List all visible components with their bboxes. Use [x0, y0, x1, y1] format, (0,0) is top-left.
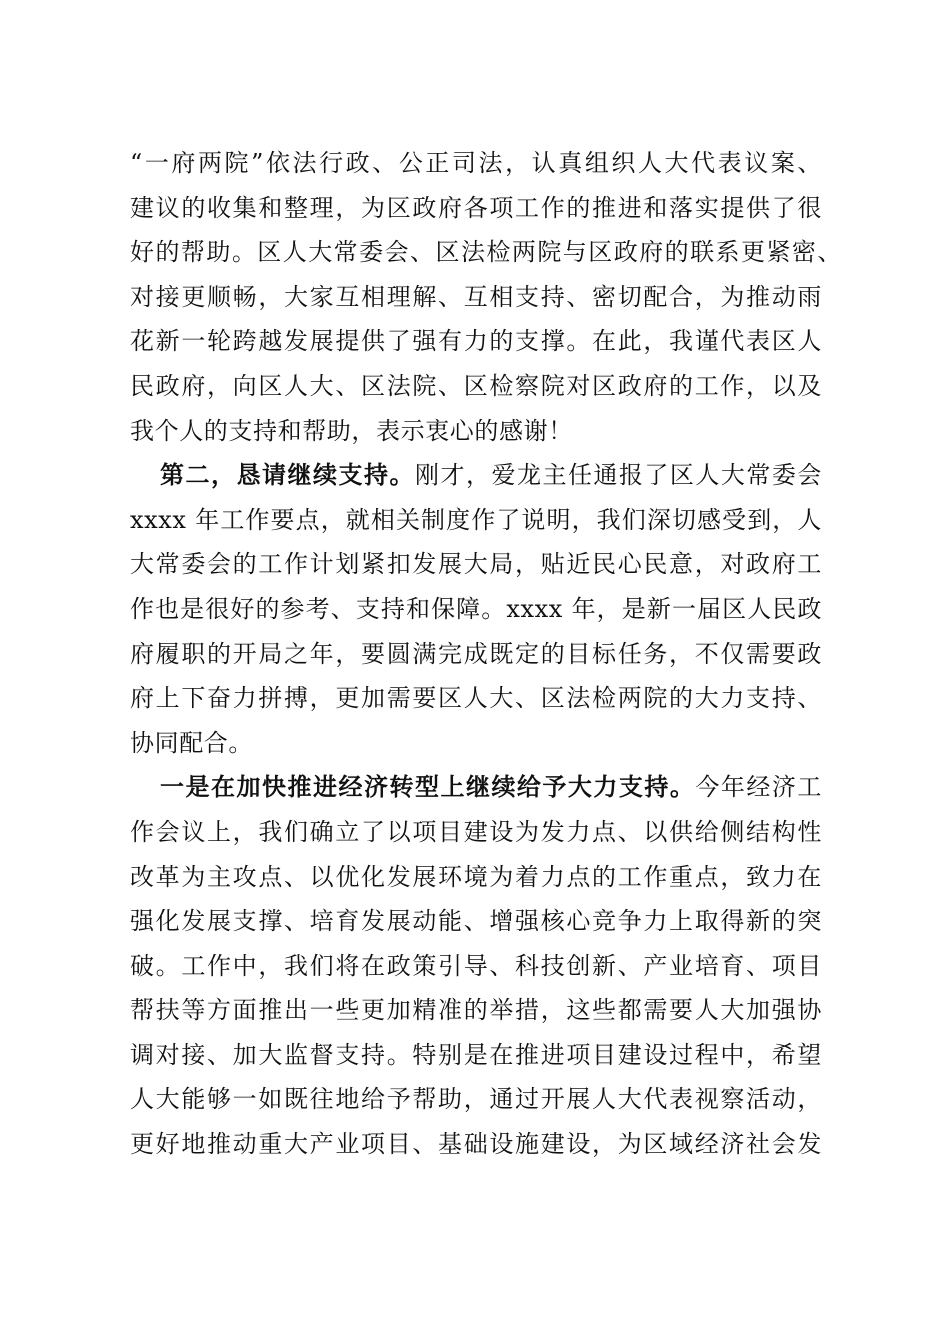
text-line: 府履职的开局之年，要圆满完成既定的目标任务，不仅需要政 [130, 639, 822, 668]
text-run: 刚才，爱龙主任通报了区人大常委会 [414, 461, 823, 490]
text-run: 今年经济工 [695, 773, 822, 802]
text-line: 好的帮助。区人大常委会、区法检两院与区政府的联系更紧密、 [130, 238, 842, 267]
paragraph-request-support [130, 453, 822, 765]
text-line: 更好地推动重大产业项目、基础设施建设，为区域经济社会发 [130, 1130, 822, 1159]
text-line: 民政府，向区人大、区法院、区检察院对区政府的工作，以及 [130, 371, 822, 400]
text-line: 破。工作中，我们将在政策引导、科技创新、产业培育、项目 [130, 951, 822, 980]
text-line: 府上下奋力拼搏，更加需要区人大、区法检两院的大力支持、 [130, 684, 822, 713]
text-line: 改革为主攻点、以优化发展环境为着力点的工作重点，致力在 [130, 862, 822, 891]
text-line: 作会议上，我们确立了以项目建设为发力点、以供给侧结构性 [130, 817, 822, 846]
document-body [130, 141, 842, 1167]
text-line: 帮扶等方面推出一些更加精准的举措，这些都需要人大加强协 [130, 996, 822, 1025]
paragraph-heading: 一是在加快推进经济转型上继续给予大力支持。 [160, 772, 696, 802]
text-line [130, 765, 822, 810]
text-line: 建议的收集和整理，为区政府各项工作的推进和落实提供了很 [130, 193, 822, 222]
text-line: 人大能够一如既往地给予帮助，通过开展人大代表视察活动， [130, 1085, 822, 1114]
paragraph-economic-transformation [130, 765, 822, 1166]
text-line: 强化发展支撑、培育发展动能、增强核心竞争力上取得新的突 [130, 907, 822, 936]
paragraph-thanks [130, 141, 842, 453]
text-line: “一府两院”依法行政、公正司法，认真组织人大代表议案、 [130, 149, 822, 177]
text-line: 我个人的支持和帮助，表示衷心的感谢！ [130, 416, 573, 445]
text-line: 大常委会的工作计划紧扣发展大局，贴近民心民意，对政府工 [130, 550, 822, 579]
text-line: 调对接、加大监督支持。特别是在推进项目建设过程中，希望 [130, 1040, 822, 1069]
text-line: 对接更顺畅，大家互相理解、互相支持、密切配合，为推动雨 [130, 282, 822, 311]
text-line: 作也是很好的参考、支持和保障。xxxx 年，是新一届区人民政 [130, 594, 822, 623]
paragraph-heading: 第二，恳请继续支持。 [160, 460, 415, 490]
text-line: 花新一轮跨越发展提供了强有力的支撑。在此，我谨代表区人 [130, 327, 822, 356]
text-line [130, 453, 822, 498]
text-line: xxxx 年工作要点，就相关制度作了说明，我们深切感受到，人 [130, 505, 822, 534]
text-line: 协同配合。 [130, 728, 253, 757]
